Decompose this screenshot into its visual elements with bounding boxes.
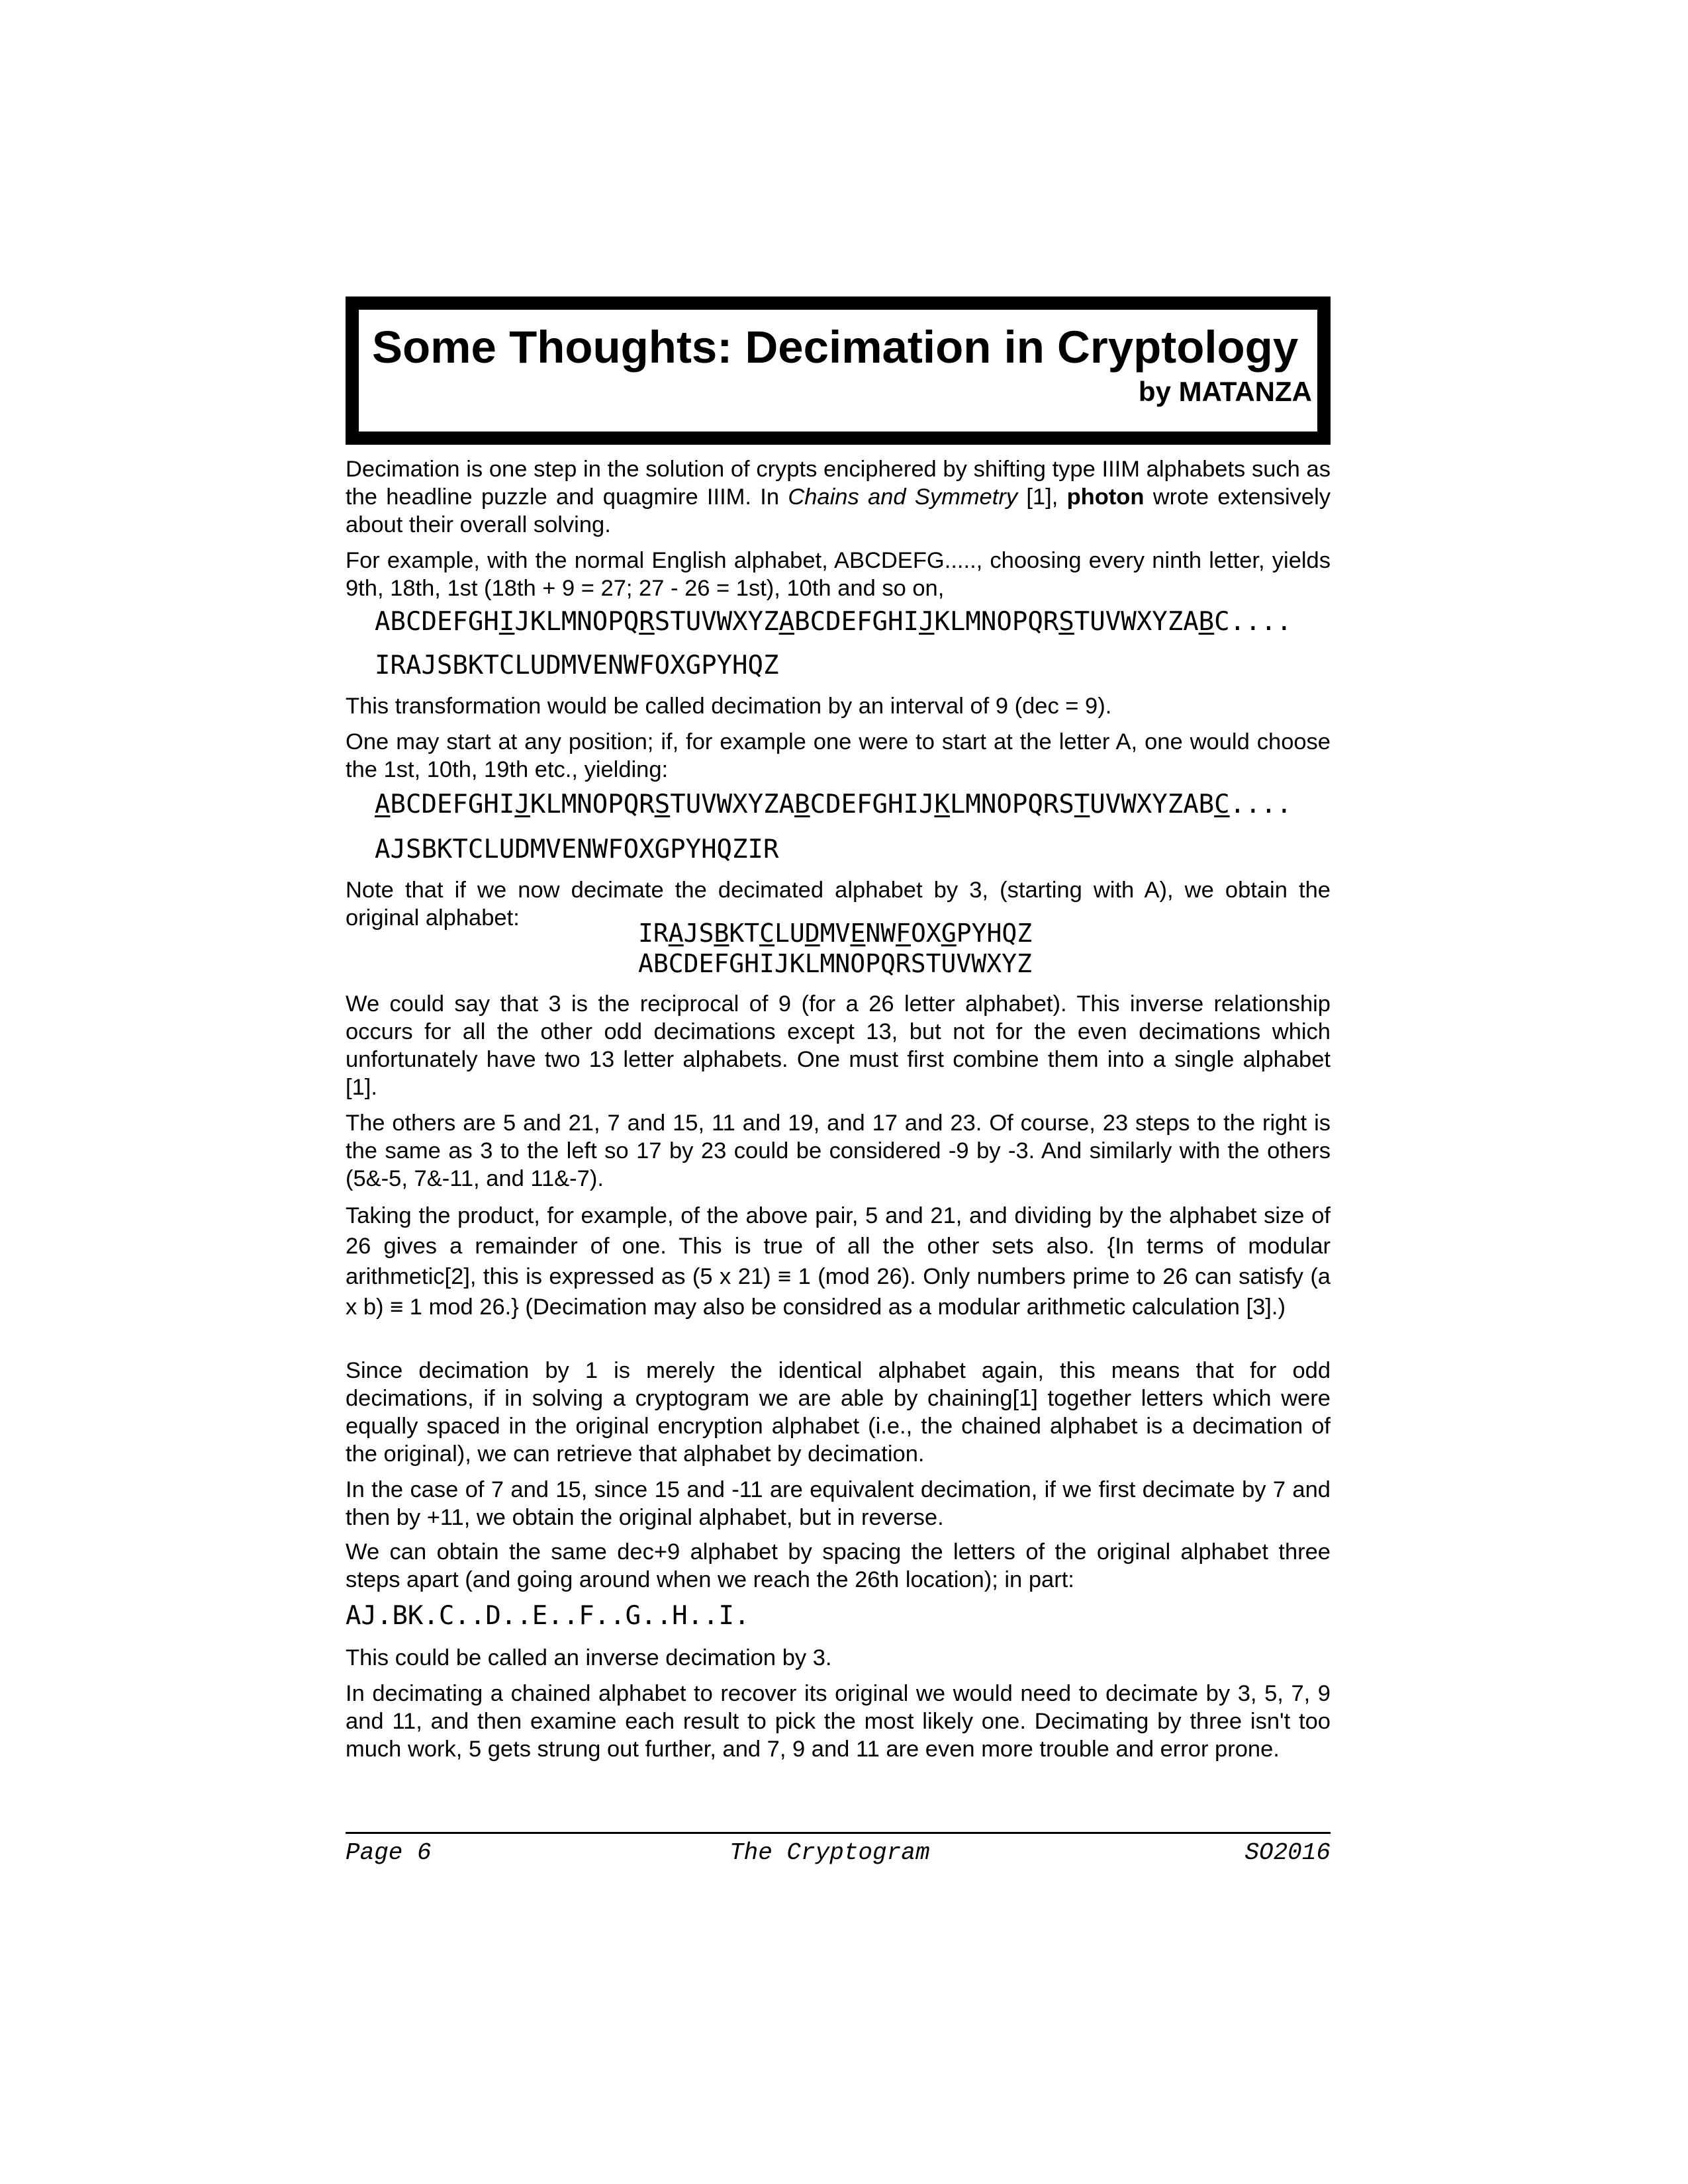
spacing-example: AJ.BK.C..D..E..F..G..H..I.	[346, 1601, 750, 1631]
paragraph-redecimate: Note that if we now decimate the decimated alphabet by 3, (starting with A), we obtain the original alphabet:	[346, 878, 1331, 931]
underlined-letter: S	[654, 790, 671, 819]
paragraph-modular: Taking the product, for example, of the above pair, 5 and 21, and dividing by the alphabet size of 26 gives a remainder of one. This is true of all the other sets also. {In terms of modular arithmetic[2], this is expressed as (5 x 21) ≡ 1 (mod 26). Only numbers prime to 26 can satisfy (a x b) ≡ 1 mod 26.} (Decimation may also be considred as a modular arithmetic calculation [3].)	[346, 1203, 1331, 1320]
underlined-letter: G	[941, 919, 957, 948]
underlined-letter: J	[514, 790, 530, 819]
article-title: Some Thoughts: Decimation in Cryptology	[372, 322, 1299, 373]
paragraph-spacing: We can obtain the same dec+9 alphabet by spacing the letters of the original alphabet three steps apart (and going around when we reach the 26th location); in part:	[346, 1539, 1331, 1592]
footer-publication: The Cryptogram	[729, 1839, 930, 1866]
paragraph-inverse: This could be called an inverse decimation by 3.	[346, 1645, 832, 1670]
example2-decimated: AJSBKTCLUDMVENWFOXGPYHQZIR	[375, 835, 779, 864]
underlined-letter: S	[1058, 607, 1074, 637]
paragraph-conclusion: In decimating a chained alphabet to recover its original we would need to decimate by 3, 5, 7, 9 and 11, and then examine each result to pick the most likely one. Decimating by three isn't too much work, 5 gets strung out further, and 7, 9 and 11 are even more trouble and error prone.	[346, 1681, 1331, 1762]
example3-decimated: IRAJSBKTCLUDMVENWFOXGPYHQZ	[638, 919, 1033, 948]
example1-alphabet: ABCDEFGHIJKLMNOPQRSTUVWXYZABCDEFGHIJKLMNOPQRSTUVWXYZABC....	[375, 607, 1292, 637]
paragraph-example: For example, with the normal English alphabet, ABCDEFG....., choosing every ninth letter, yields 9th, 18th, 1st (18th + 9 = 27; 27 - 26 = 1st), 10th and so on,	[346, 548, 1331, 601]
underlined-letter: A	[375, 790, 391, 819]
article-byline: by MATANZA	[1138, 376, 1312, 407]
page-footer	[346, 1839, 1331, 1868]
underlined-letter: I	[498, 607, 515, 637]
paragraph-reciprocal: We could say that 3 is the reciprocal of 9 (for a 26 letter alphabet). This inverse relationship occurs for all the other odd decimations except 13, but not for the even decimations which unfortunately have two 13 letter alphabets. One must first combine them into a single alphabet [1].	[346, 991, 1331, 1100]
example3-original: ABCDEFGHIJKLMNOPQRSTUVWXYZ	[638, 949, 1032, 978]
underlined-letter: D	[804, 919, 820, 948]
underlined-letter: R	[639, 607, 655, 637]
example1-decimated: IRAJSBKTCLUDMVENWFOXGPYHQZ	[375, 651, 779, 680]
paragraph-transformation: This transformation would be called decimation by an interval of 9 (dec = 9).	[346, 694, 1112, 719]
example2-alphabet: ABCDEFGHIJKLMNOPQRSTUVWXYZABCDEFGHIJKLMNOPQRSTUVWXYZABC....	[375, 790, 1292, 819]
author-name: photon	[1066, 484, 1145, 510]
footer-issue: SO2016	[1244, 1839, 1331, 1866]
underlined-letter: T	[1074, 790, 1090, 819]
underlined-letter: C	[759, 919, 775, 948]
underlined-letter: B	[714, 919, 729, 948]
underlined-letter: J	[918, 607, 935, 637]
paragraph-reverse: In the case of 7 and 15, since 15 and -11 are equivalent decimation, if we first decimate by 7 and then by +11, we obtain the original alphabet, but in reverse.	[346, 1477, 1331, 1530]
footer-rule	[346, 1832, 1331, 1834]
paragraph-pairs: The others are 5 and 21, 7 and 15, 11 and 19, and 17 and 23. Of course, 23 steps to the right is the same as 3 to the left so 17 by 23 could be considered -9 by -3. And similarly with the others (5&-5, 7&-11, and 11&-7).	[346, 1111, 1331, 1191]
title-box-inner	[359, 310, 1317, 432]
book-title: Chains and Symmetry	[788, 484, 1018, 510]
underlined-letter: E	[850, 919, 866, 948]
paragraph-identical: Since decimation by 1 is merely the identical alphabet again, this means that for odd decimations, if in solving a cryptogram we are able by chaining[1] together letters which were equally spaced in the original encryption alphabet (i.e., the chained alphabet is a decimation of the original), we can retrieve that alphabet by decimation.	[346, 1358, 1331, 1467]
underlined-letter: F	[896, 919, 912, 948]
footer-page-number: Page 6	[346, 1839, 432, 1866]
underlined-letter: K	[934, 790, 950, 819]
underlined-letter: A	[668, 919, 684, 948]
underlined-letter: B	[794, 790, 810, 819]
underlined-letter: C	[1214, 790, 1230, 819]
paragraph-start-position: One may start at any position; if, for example one were to start at the letter A, one would choose the 1st, 10th, 19th etc., yielding:	[346, 729, 1331, 782]
title-box	[346, 296, 1331, 445]
paragraph-intro: Decimation is one step in the solution of crypts enciphered by shifting type IIIM alphabets such as the headline puzzle and quagmire IIIM. In Chains and Symmetry [1], photon wrote extensively about their overall solving.	[346, 457, 1331, 537]
underlined-letter: A	[778, 607, 795, 637]
underlined-letter: B	[1198, 607, 1215, 637]
